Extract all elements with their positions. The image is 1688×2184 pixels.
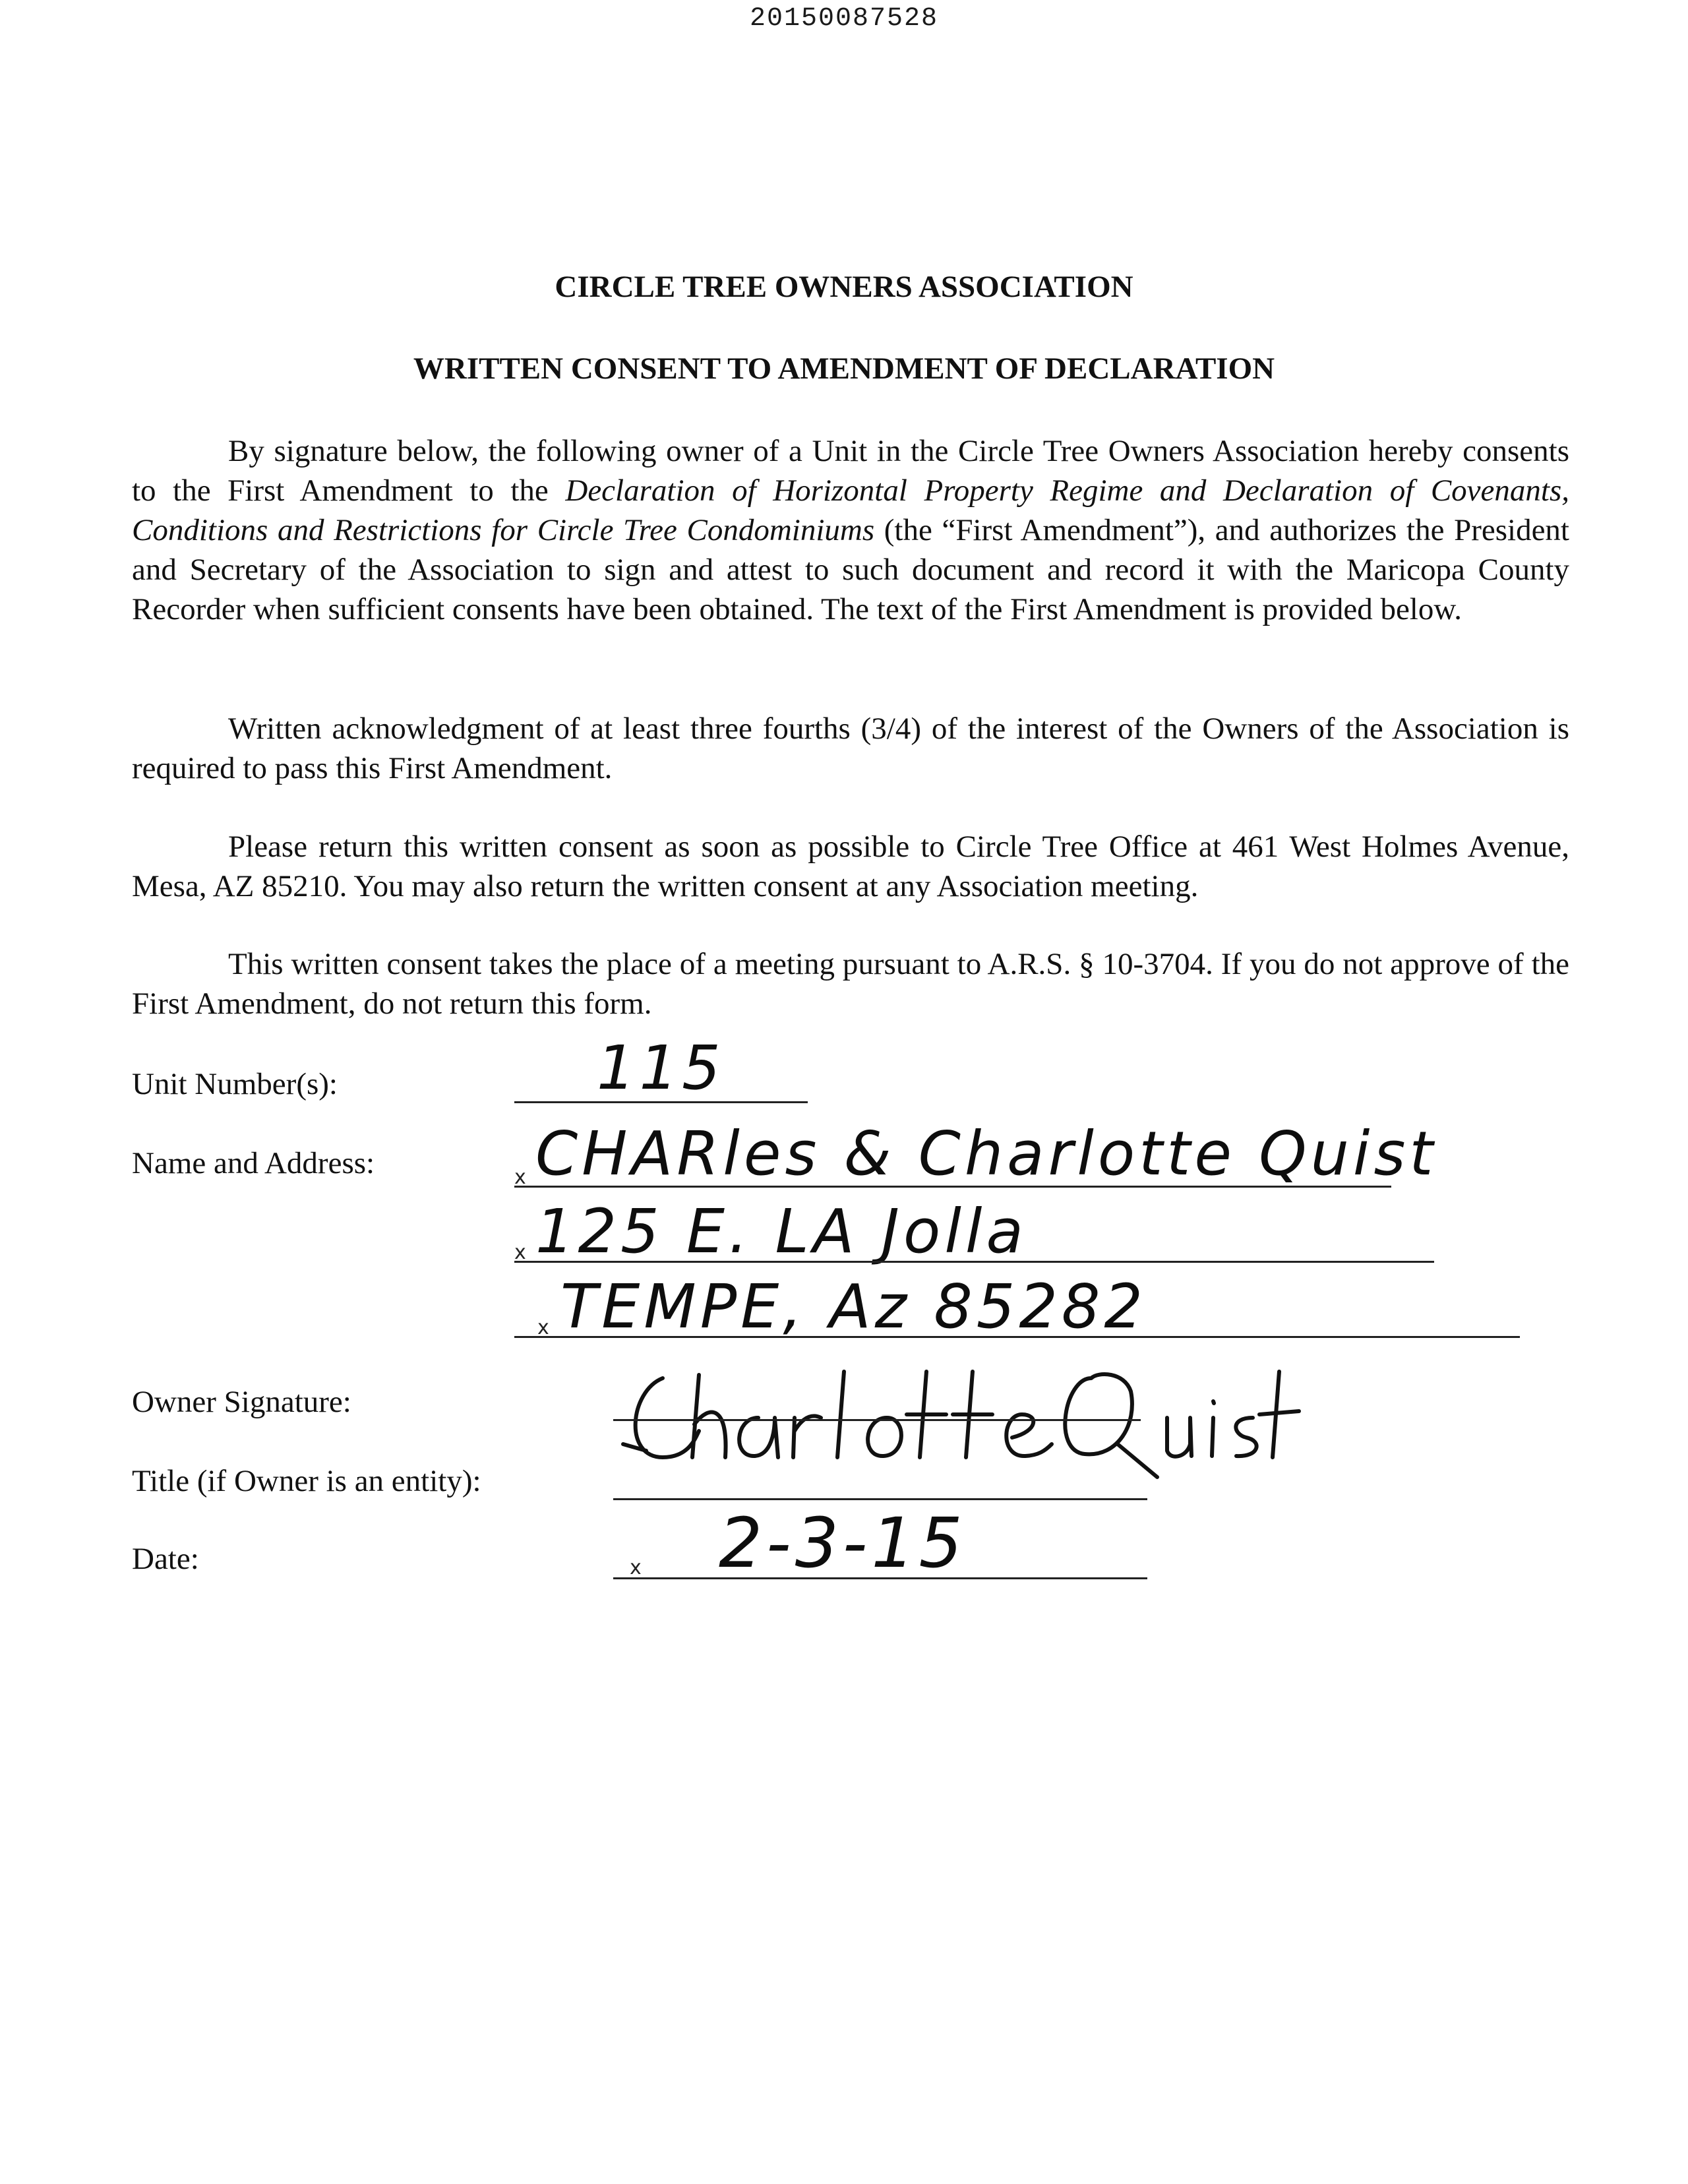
name-line-1-value: CHARles & Charlotte Quist (535, 1118, 1437, 1189)
title-line (613, 1498, 1147, 1500)
owner-signature-line (613, 1419, 1141, 1421)
date-value: 2-3-15 (719, 1503, 967, 1583)
address-line-3 (514, 1336, 1520, 1338)
acknowledgment-paragraph: Written acknowledgment of at least three fourths (3/4) of the interest of the Owners of the Association is required to pass this First Amendment. (132, 712, 1569, 785)
unit-number-value: 115 (597, 1033, 725, 1103)
consent-paragraph (132, 431, 1569, 629)
date-label: Date: (132, 1542, 199, 1576)
address-line-3-value: TEMPE, Az 85282 (560, 1271, 1147, 1342)
unit-number-line (514, 1101, 808, 1103)
line-marker: x (514, 1166, 526, 1189)
line-marker: x (514, 1241, 526, 1264)
owner-signature-image (617, 1352, 1302, 1484)
recording-number: 20150087528 (749, 4, 939, 34)
form-title: WRITTEN CONSENT TO AMENDMENT OF DECLARATION (413, 351, 1275, 386)
name-line-1 (514, 1186, 1391, 1188)
name-address-label: Name and Address: (132, 1146, 375, 1180)
date-line (613, 1577, 1147, 1579)
return-instructions-paragraph: Please return this written consent as soon as possible to Circle Tree Office at 461 West Holmes Avenue, Mesa, AZ 85210. You may also return the written consent at any Association meeting. (132, 830, 1569, 903)
title-label: Title (if Owner is an entity): (132, 1464, 481, 1498)
owner-signature-label: Owner Signature: (132, 1385, 351, 1419)
address-line-2-value: 125 E. LA Jolla (535, 1196, 1027, 1267)
line-marker: x (630, 1556, 642, 1579)
owner-signature-text: Charlotte Quist (949, 1478, 970, 1482)
line-marker: x (537, 1316, 549, 1339)
declaration-title: Declaration of Horizontal Property Regime and Declaration of Covenants, Conditions and Restrictions for Circle Tree Condominiums (132, 473, 1569, 547)
meeting-notice-paragraph: This written consent takes the place of a meeting pursuant to A.R.S. § 10-3704. If you do not approve of the First Amendment, do not return this form. (132, 947, 1569, 1021)
association-title: CIRCLE TREE OWNERS ASSOCIATION (555, 270, 1133, 304)
consent-paragraph-part1: By signature below, the following owner of a Unit in the Circle Tree Owners Association hereby consents to the First Amendment to the (132, 434, 1569, 508)
consent-paragraph-part2: (the “First Amendment”), and authorizes the President and Secretary of the Association to sign and attest to such document and record it with the Maricopa County Recorder when sufficient consents have been obtained. The text of the First Amendment is provided below. (132, 513, 1569, 626)
address-line-2 (514, 1261, 1434, 1263)
unit-number-label: Unit Number(s): (132, 1067, 338, 1101)
